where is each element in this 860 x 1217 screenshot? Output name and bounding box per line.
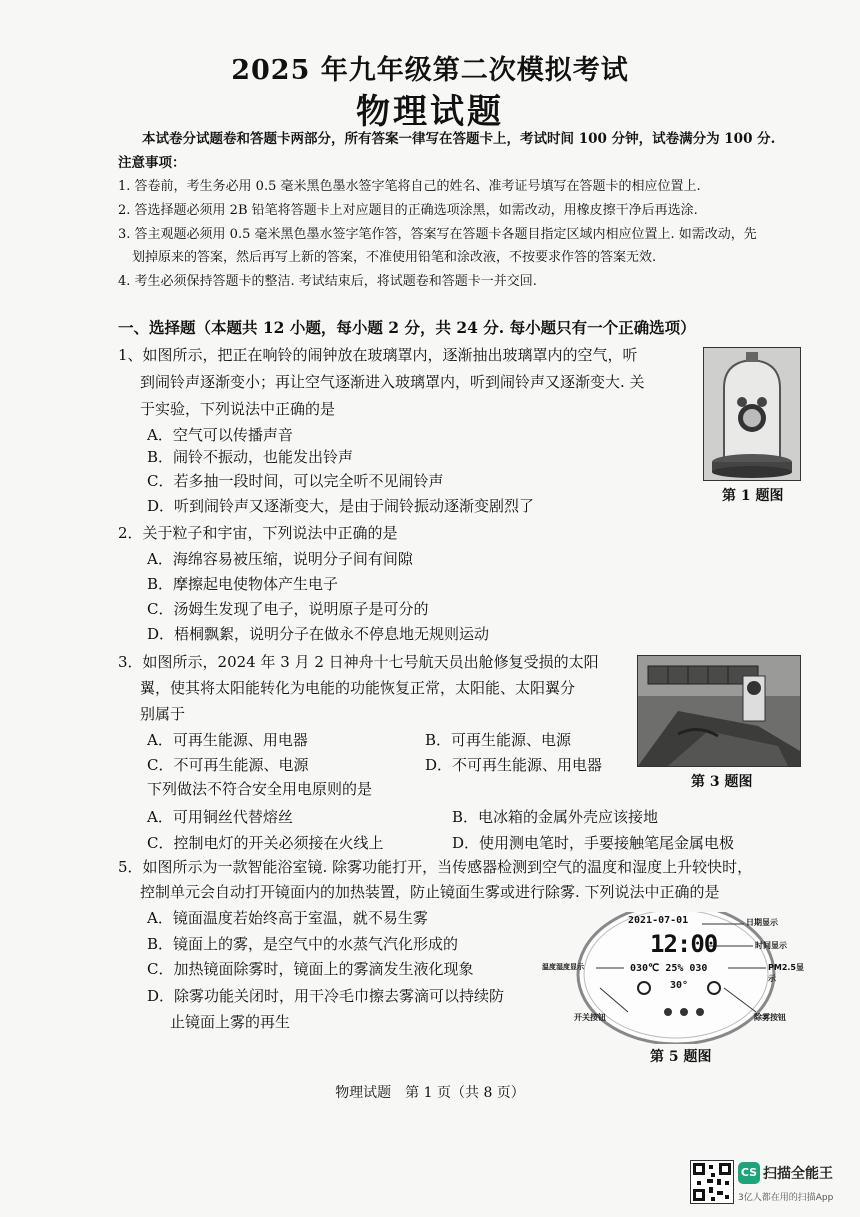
qr-code-icon — [690, 1160, 734, 1204]
camscanner-logo-icon: CS — [738, 1162, 760, 1184]
question-4-option-d: D．使用测电笔时，手要接触笔尾金属电极 — [452, 834, 735, 852]
exam-title: 2025 年九年级第二次模拟考试 — [231, 55, 629, 86]
question-5-option-d-cont: 止镜面上雾的再生 — [170, 1013, 291, 1031]
notice-item: 4. 考生必须保持答题卡的整洁. 考试结束后，将试题卷和答题卡一并交回. — [118, 274, 537, 289]
question-1-line: 1、如图所示，把正在响铃的闹钟放在玻璃罩内，逐渐抽出玻璃罩内的空气，听 — [118, 346, 638, 364]
question-3-line: 3．如图所示，2024 年 3 月 2 日神舟十七号航天员出舱修复受损的太阳 — [118, 653, 599, 671]
question-3-option-a: A．可再生能源、用电器 — [147, 731, 308, 749]
question-3-option-c: C．不可再生能源、电源 — [147, 756, 309, 774]
scanner-brand — [738, 1162, 833, 1184]
question-2-option-d: D．梧桐飘絮，说明分子在做永不停息地无规则运动 — [147, 625, 490, 643]
figure-1-bell-jar — [703, 347, 801, 481]
notice-heading: 注意事项： — [118, 155, 186, 171]
question-5-line: 5．如图所示为一款智能浴室镜. 除雾功能打开，当传感器检测到空气的温度和湿度上升较快时， — [118, 858, 753, 876]
question-1-option-b: B．闹铃不振动，也能发出铃声 — [147, 448, 354, 466]
question-1-option-a: A．空气可以传播声音 — [147, 426, 293, 444]
notice-item: 3. 答主观题必须用 0.5 毫米黑色墨水签字笔作答，答案写在答题卡各题目指定区域内相应位置上. 如需改动，先 — [118, 227, 757, 242]
mirror-time: 12:00 — [650, 930, 718, 958]
question-2-option-b: B．摩擦起电使物体产生电子 — [147, 575, 339, 593]
question-1-option-d: D．听到闹铃声又逐渐变大，是由于闹铃振动逐渐变剧烈了 — [147, 497, 535, 515]
question-3-option-d: D．不可再生能源、用电器 — [425, 756, 603, 774]
figure-5-smart-mirror — [542, 912, 810, 1044]
figure-5-caption: 第 5 题图 — [650, 1049, 712, 1065]
question-5-option-b: B．镜面上的雾，是空气中的水蒸气汽化形成的 — [147, 935, 459, 953]
question-4-option-b: B．电冰箱的金属外壳应该接地 — [452, 808, 659, 826]
question-5-option-c: C．加热镜面除雾时，镜面上的雾滴发生液化现象 — [147, 960, 474, 978]
label-switch-button: 开关按钮 — [574, 1013, 606, 1022]
question-1-option-c: C．若多抽一段时间，可以完全听不见闹铃声 — [147, 472, 444, 490]
figure-3-caption: 第 3 题图 — [691, 774, 753, 790]
mirror-temp: 30° — [670, 980, 689, 991]
space-station-illustration — [638, 656, 800, 766]
qr-code-graphic — [691, 1161, 733, 1203]
question-5-option-a: A．镜面温度若始终高于室温，就不易生雾 — [147, 909, 428, 927]
mirror-readout: 030℃ 25% 030 — [630, 963, 708, 974]
question-1-line: 于实验，下列说法中正确的是 — [140, 400, 336, 418]
notice-item: 2. 答选择题必须用 2B 铅笔将答题卡上对应题目的正确选项涂黑，如需改动，用橡皮擦干净后再选涂. — [118, 203, 698, 218]
section-heading: 一、选择题（本题共 12 小题，每小题 2 分，共 24 分. 每小题只有一个正确选项） — [118, 318, 696, 337]
question-2-line: 2．关于粒子和宇宙，下列说法中正确的是 — [118, 524, 398, 542]
mirror-date: 2021-07-01 — [628, 915, 689, 926]
question-3-line: 翼，使其将太阳能转化为电能的功能恢复正常，太阳能、太阳翼分 — [140, 679, 576, 697]
question-3-option-b: B．可再生能源、电源 — [425, 731, 572, 749]
question-2-option-a: A．海绵容易被压缩，说明分子间有间隙 — [147, 550, 413, 568]
notice-item: 1. 答卷前，考生务必用 0.5 毫米黑色墨水签字笔将自己的姓名、准考证号填写在答题卡的相应位置上. — [118, 179, 701, 194]
bell-jar-illustration — [704, 348, 800, 480]
notice-item: 划掉原来的答案，然后再写上新的答案，不准使用铅笔和涂改液，不按要求作答的答案无效. — [132, 250, 657, 265]
figure-3-solar-wing — [637, 655, 801, 767]
label-time-display: 时间显示 — [755, 941, 787, 950]
page-footer: 物理试题 第 1 页（共 8 页） — [335, 1085, 525, 1101]
subject-title: 物理试题 — [356, 92, 504, 132]
question-4-option-c: C．控制电灯的开关必须接在火线上 — [147, 834, 384, 852]
question-5-option-d: D．除雾功能关闭时，用干冷毛巾擦去雾滴可以持续防 — [147, 987, 505, 1005]
label-pm-display: PM2.5显示 — [768, 963, 804, 983]
scanner-slogan: 3亿人都在用的扫描App — [738, 1193, 834, 1203]
question-1-line: 到闹铃声逐渐变小；再让空气逐渐进入玻璃罩内，听到闹铃声又逐渐变大. 关 — [140, 373, 645, 391]
scanner-app-name: 扫描全能王 — [763, 1166, 833, 1182]
label-defog-button: 除雾按钮 — [754, 1013, 786, 1022]
label-humidity-display: 温度湿度显示 — [542, 963, 584, 971]
question-2-option-c: C．汤姆生发现了电子，说明原子是可分的 — [147, 600, 429, 618]
question-5-line: 控制单元会自动打开镜面内的加热装置，防止镜面生雾或进行除雾. 下列说法中正确的是 — [140, 883, 720, 901]
figure-1-caption: 第 1 题图 — [722, 488, 784, 504]
question-4-line: 下列做法不符合安全用电原则的是 — [147, 780, 373, 798]
question-3-line: 别属于 — [140, 705, 186, 723]
exam-intro: 本试卷分试题卷和答题卡两部分，所有答案一律写在答题卡上，考试时间 100 分钟，试卷满分为 100 分. — [142, 131, 776, 147]
question-4-option-a: A．可用铜丝代替熔丝 — [147, 808, 293, 826]
label-date-display: 日期显示 — [746, 918, 778, 927]
